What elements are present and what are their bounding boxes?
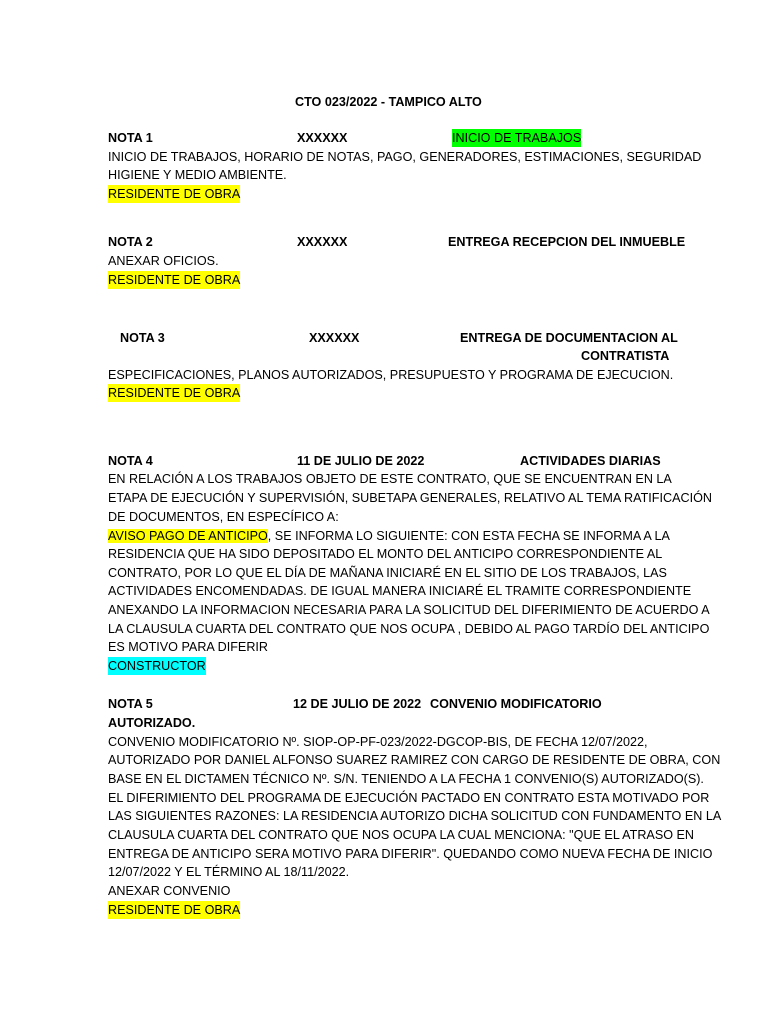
nota-5-signer: RESIDENTE DE OBRA <box>108 903 241 917</box>
nota-3-label: NOTA 3 <box>120 331 165 345</box>
nota-5-body-line-9: ANEXAR CONVENIO <box>108 884 231 898</box>
nota-1-date: XXXXXX <box>297 131 348 145</box>
nota-3-date: XXXXXX <box>309 331 360 345</box>
nota-4-body-line-2: ETAPA DE EJECUCIÓN Y SUPERVISIÓN, SUBETAPA GENERALES, RELATIVO AL TEMA RATIFICACIÓN <box>108 491 712 505</box>
nota-5-body-line-7: ENTREGA DE ANTICIPO SERA MOTIVO PARA DIFERIR". QUEDANDO COMO NUEVA FECHA DE INICIO <box>108 847 713 861</box>
nota-2-subject: ENTREGA RECEPCION DEL INMUEBLE <box>448 235 686 249</box>
nota-4-body-after-3: ACTIVIDADES ENCOMENDADAS. DE IGUAL MANERA INICIARÉ EL TRAMITE CORRESPONDIENTE <box>108 584 692 598</box>
nota-5-body-line-1: CONVENIO MODIFICATORIO Nº. SIOP-OP-PF-023/2022-DGCOP-BIS, DE FECHA 12/07/2022, <box>108 735 648 749</box>
nota-3-subject-line-1: ENTREGA DE DOCUMENTACION AL <box>460 331 678 345</box>
nota-4-body-after-4: ANEXANDO LA INFORMACION NECESARIA PARA LA SOLICITUD DEL DIFERIMIENTO DE ACUERDO A <box>108 603 710 617</box>
nota-5-body-line-5: LAS SIGUIENTES RAZONES: LA RESIDENCIA AUTORIZO DICHA SOLICITUD CON FUNDAMENTO EN LA <box>108 809 722 823</box>
nota-5-date: 12 DE JULIO DE 2022 <box>293 697 422 711</box>
nota-5-label: NOTA 5 <box>108 697 153 711</box>
nota-1-body-line-2: HIGIENE Y MEDIO AMBIENTE. <box>108 168 287 182</box>
nota-4-signer: CONSTRUCTOR <box>108 659 206 673</box>
nota-4-body-after-2: CONTRATO, POR LO QUE EL DÍA DE MAÑANA INICIARÉ EN EL SITIO DE LOS TRABAJOS, LAS <box>108 566 667 580</box>
nota-1-subject: INICIO DE TRABAJOS <box>452 131 582 145</box>
nota-2-signer: RESIDENTE DE OBRA <box>108 273 241 287</box>
nota-1-label: NOTA 1 <box>108 131 153 145</box>
nota-2-date: XXXXXX <box>297 235 348 249</box>
nota-4-label: NOTA 4 <box>108 454 153 468</box>
nota-4-body-line-3: DE DOCUMENTOS, EN ESPECÍFICO A: <box>108 510 339 524</box>
document-title: CTO 023/2022 - TAMPICO ALTO <box>295 95 482 109</box>
nota-2-label: NOTA 2 <box>108 235 153 249</box>
nota-5-body-line-4: EL DIFERIMIENTO DEL PROGRAMA DE EJECUCIÓN PACTADO EN CONTRATO ESTA MOTIVADO POR <box>108 791 710 805</box>
nota-1-body-line-1: INICIO DE TRABAJOS, HORARIO DE NOTAS, PAGO, GENERADORES, ESTIMACIONES, SEGURIDAD <box>108 150 702 164</box>
nota-4-highlight-line <box>108 527 670 545</box>
nota-1-signer: RESIDENTE DE OBRA <box>108 187 241 201</box>
nota-4-body-after-6: ES MOTIVO PARA DIFERIR <box>108 640 269 654</box>
nota-4-body-line-1: EN RELACIÓN A LOS TRABAJOS OBJETO DE ESTE CONTRATO, QUE SE ENCUENTRAN EN LA <box>108 472 672 486</box>
nota-4-subject: ACTIVIDADES DIARIAS <box>520 454 661 468</box>
nota-5-body-line-2: AUTORIZADO POR DANIEL ALFONSO SUAREZ RAMIREZ CON CARGO DE RESIDENTE DE OBRA, CON <box>108 753 721 767</box>
nota-5-body-line-6: CLAUSULA CUARTA DEL CONTRATO QUE NOS OCUPA LA CUAL MENCIONA: "QUE EL ATRASO EN <box>108 828 695 842</box>
nota-5-subject: CONVENIO MODIFICATORIO <box>430 697 602 711</box>
nota-4-highlight-rest: , SE INFORMA LO SIGUIENTE: CON ESTA FECHA SE INFORMA A LA <box>267 529 670 543</box>
nota-5-subject-cont: AUTORIZADO. <box>108 716 196 730</box>
nota-2-body-line-1: ANEXAR OFICIOS. <box>108 254 219 268</box>
nota-3-body-line-1: ESPECIFICACIONES, PLANOS AUTORIZADOS, PRESUPUESTO Y PROGRAMA DE EJECUCION. <box>108 368 674 382</box>
nota-3-signer: RESIDENTE DE OBRA <box>108 386 241 400</box>
nota-4-date: 11 DE JULIO DE 2022 <box>297 454 425 468</box>
nota-5-body-line-8: 12/07/2022 Y EL TÉRMINO AL 18/11/2022. <box>108 865 350 879</box>
nota-4-body-after-5: LA CLAUSULA CUARTA DEL CONTRATO QUE NOS OCUPA , DEBIDO AL PAGO TARDÍO DEL ANTICIPO <box>108 622 710 636</box>
nota-4-highlight-phrase: AVISO PAGO DE ANTICIPO <box>108 529 268 543</box>
nota-4-body-after-1: RESIDENCIA QUE HA SIDO DEPOSITADO EL MONTO DEL ANTICIPO CORRESPONDIENTE AL <box>108 547 663 561</box>
nota-3-subject-line-2: CONTRATISTA <box>581 349 670 363</box>
nota-5-body-line-3: BASE EN EL DICTAMEN TÉCNICO Nº. S/N. TENIENDO A LA FECHA 1 CONVENIO(S) AUTORIZADO(S). <box>108 772 704 786</box>
